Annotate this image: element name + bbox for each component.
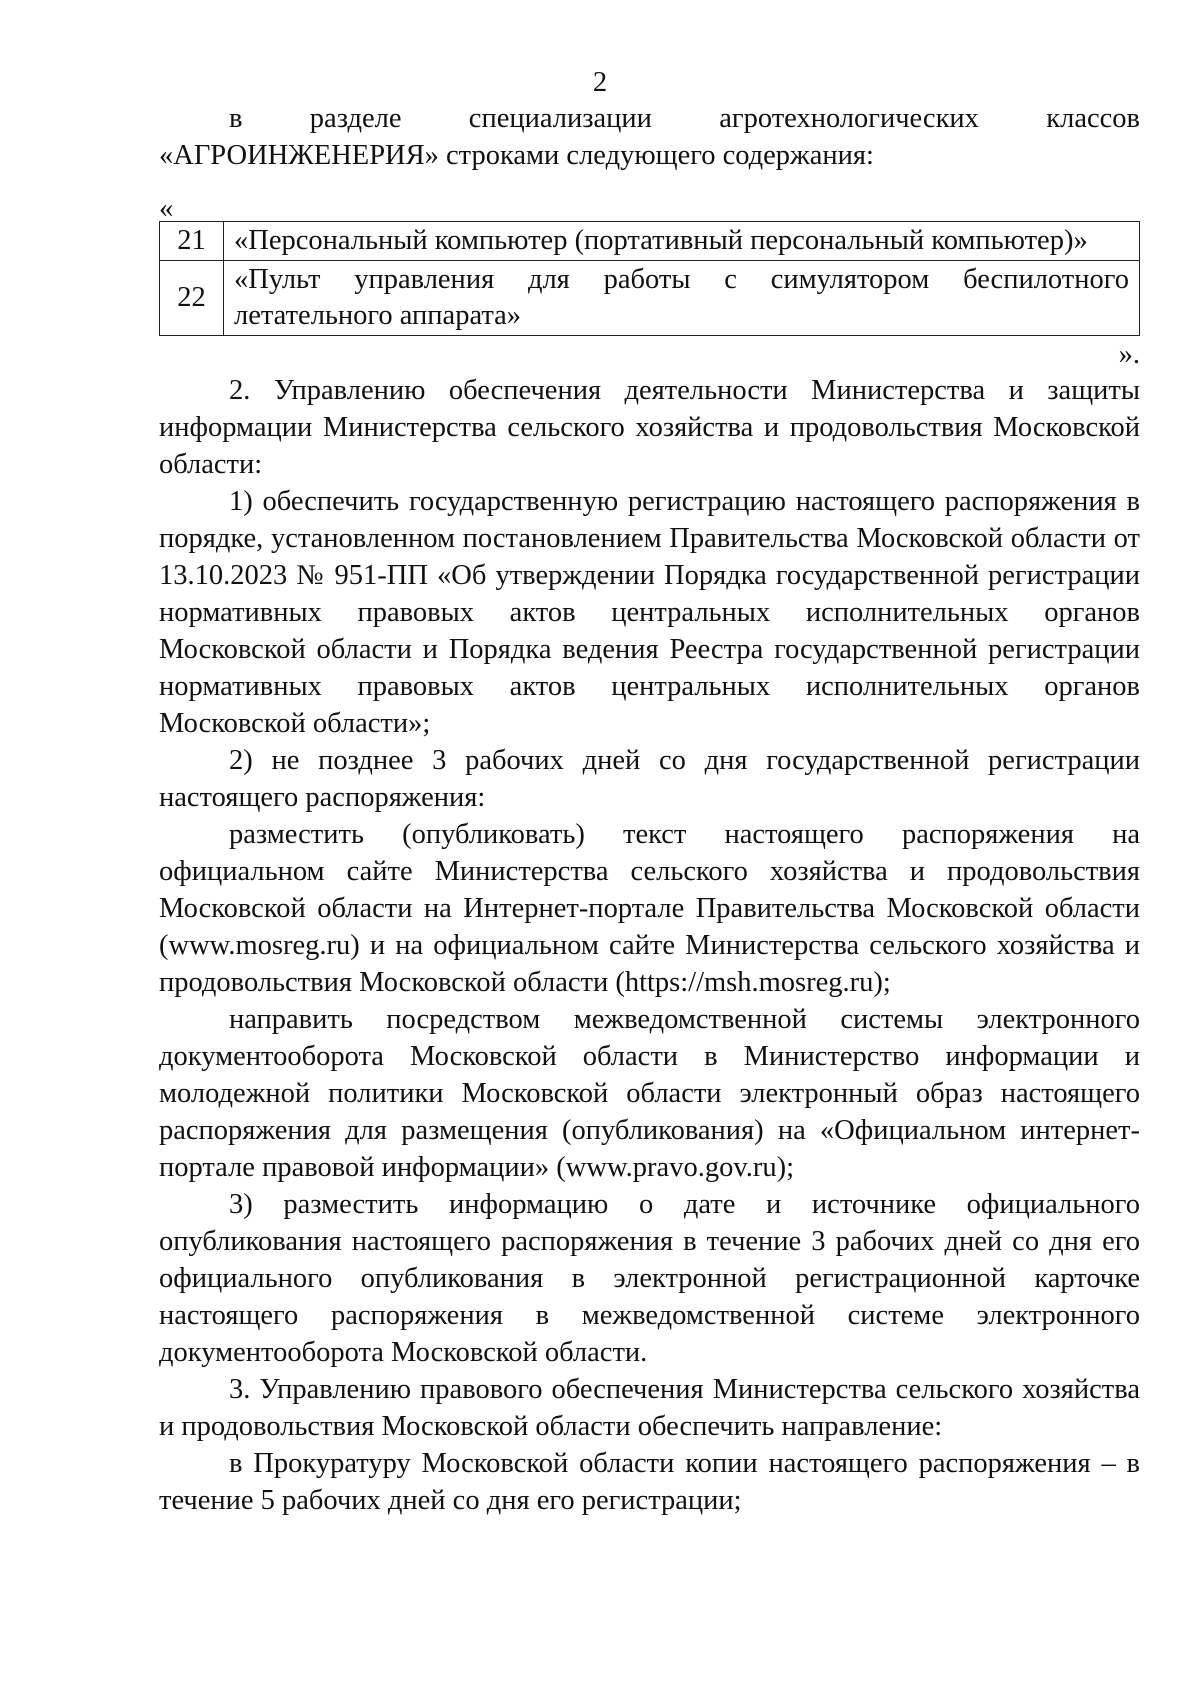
paragraph-2: 2. Управлению обеспечения деятельности Министерства и защиты информации Министерства сельского хозяйства и продовольствия Московской области: [159,375,1140,480]
table-row [160,222,1140,261]
row-text: «Пульт управления для работы с симулятором беспилотного летательного аппарата» [224,261,1140,336]
paragraph-2-3: 3) разместить информацию о дате и источнике официального опубликования настоящего распоряжения в течение 3 рабочих дней со дня его официального опубликования в электронной регистрационной карточке настоящего распоряжения в межведомственной системе электронного документооборота Московской области. [159,1189,1140,1368]
paragraph-2-2-a: разместить (опубликовать) текст настоящего распоряжения на официальном сайте Министерства сельского хозяйства и продовольствия Московской области на Интернет-портале Правительства Московской области (www.mosreg.ru) и на официальном сайте Министерства сельского хозяйства и продовольствия Московской области (https://msh.mosreg.ru); [159,819,1140,998]
paragraph-3-1: в Прокуратуру Московской области копии настоящего распоряжения – в течение 5 рабочих дней со дня его регистрации; [159,1448,1140,1516]
paragraph-2-2: 2) не позднее 3 рабочих дней со дня государственной регистрации настоящего распоряжения: [159,745,1140,813]
items-table [159,221,1140,336]
intro-line-2: «АГРОИНЖЕНЕРИЯ» строками следующего содержания: [159,140,874,171]
paragraph-2-2-b: направить посредством межведомственной системы электронного документооборота Московской области в Министерство информации и молодежной политики Московской области электронный образ настоящего распоряжения для размещения (опубликования) на «Официальном интернет-портале правовой информации» (www.pravo.gov.ru); [159,1004,1140,1183]
quote-close-mark: ». [1118,339,1140,370]
body-text [159,372,1140,1519]
table-row [160,261,1140,336]
paragraph-2-1: 1) обеспечить государственную регистрацию настоящего распоряжения в порядке, установленном постановлением Правительства Московской области от 13.10.2023 № 951-ПП «Об утверждении Порядка государственной регистрации нормативных правовых актов центральных исполнительных органов Московской области и Порядка ведения Реестра государственной регистрации нормативных правовых актов центральных исполнительных органов Московской области»; [159,486,1140,739]
paragraph-3: 3. Управлению правового обеспечения Министерства сельского хозяйства и продовольствия Московской области обеспечить направление: [159,1374,1140,1442]
quote-open-mark: « [159,193,174,224]
row-number: 22 [160,261,224,336]
page-number: 2 [592,67,608,98]
intro-block [159,100,1140,174]
row-number: 21 [160,222,224,261]
intro-line-1: в разделе специализации агротехнологических классов [229,103,1140,134]
row-text: «Персональный компьютер (портативный персональный компьютер)» [224,222,1140,261]
